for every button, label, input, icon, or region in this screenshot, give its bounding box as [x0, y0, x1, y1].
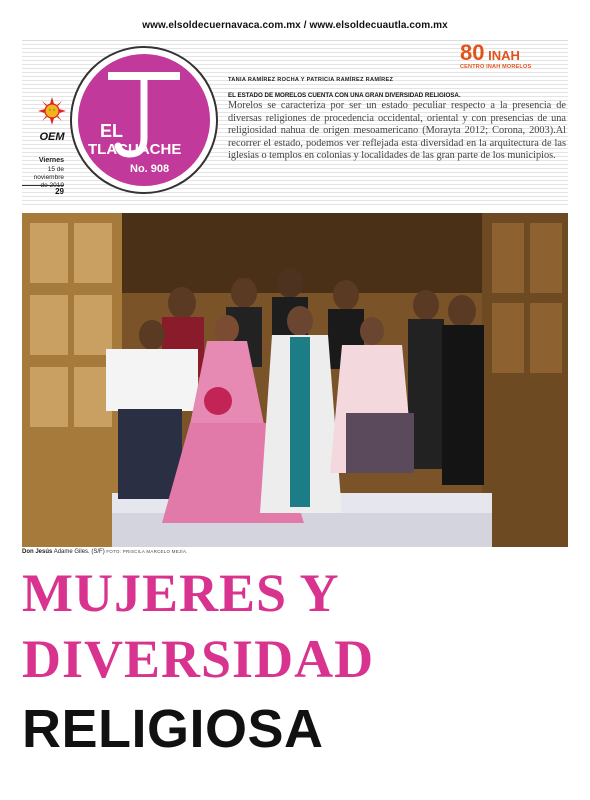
group-photo-illustration [22, 213, 568, 547]
article-authors: TANIA RAMÍREZ ROCHA Y PATRICIA RAMÍREZ RAMÍREZ [228, 77, 394, 83]
inah-number: 80 [460, 40, 485, 65]
caption-text: Adame Giles. (S/F) [53, 549, 105, 555]
caption-credit: FOTO: PRISCILA MARCELO MEJÍA. [106, 549, 188, 554]
inah-title [460, 42, 540, 64]
oem-logo [30, 96, 74, 143]
date-line-1: 15 de noviembre [33, 165, 64, 181]
date-line-2: de 2019 [40, 182, 64, 189]
issue-number: No. 908 [130, 163, 170, 175]
logo-el: EL [100, 121, 124, 141]
headline-line-1: MUJERES Y [22, 563, 340, 623]
inah-logo [460, 42, 540, 72]
inah-name: INAH [488, 48, 520, 63]
el-tlacuache-logo [70, 46, 218, 194]
page-number: 29 [22, 185, 64, 196]
inah-subtitle: CENTRO INAH MORELOS [460, 64, 532, 70]
article-kicker: EL ESTADO DE MORELOS CUENTA CON UNA GRAN DIVERSIDAD RELIGIOSA. [228, 92, 461, 99]
group-photo [22, 213, 568, 547]
caption-name: Don Jesús [22, 549, 53, 555]
date-day: Viernes [38, 157, 64, 164]
article-intro: Morelos se caracteriza por ser un estado peculiar respecto a la presencia de diversas religiones de procedencia occidental, oriental y con presencias de una religiosidad nahua de origen mesoamericano (Morayta 2012; Corona, 2003).Al recorrer el estado, podemos ver reflejada esta diversidad en la arquitectura de las iglesias o templos en colonias y localidades de las gran parte de los municipios. [228, 100, 566, 162]
photo-caption [22, 549, 188, 555]
headline-line-2: DIVERSIDAD [22, 629, 375, 689]
headline-line-3: RELIGIOSA [22, 699, 324, 759]
sun-icon [37, 96, 67, 126]
oem-label: OEM [39, 131, 65, 143]
site-urls[interactable]: www.elsoldecuernavaca.com.mx / www.elsoldecuautla.com.mx [142, 20, 448, 31]
logo-name: TLACUACHE [88, 141, 182, 158]
